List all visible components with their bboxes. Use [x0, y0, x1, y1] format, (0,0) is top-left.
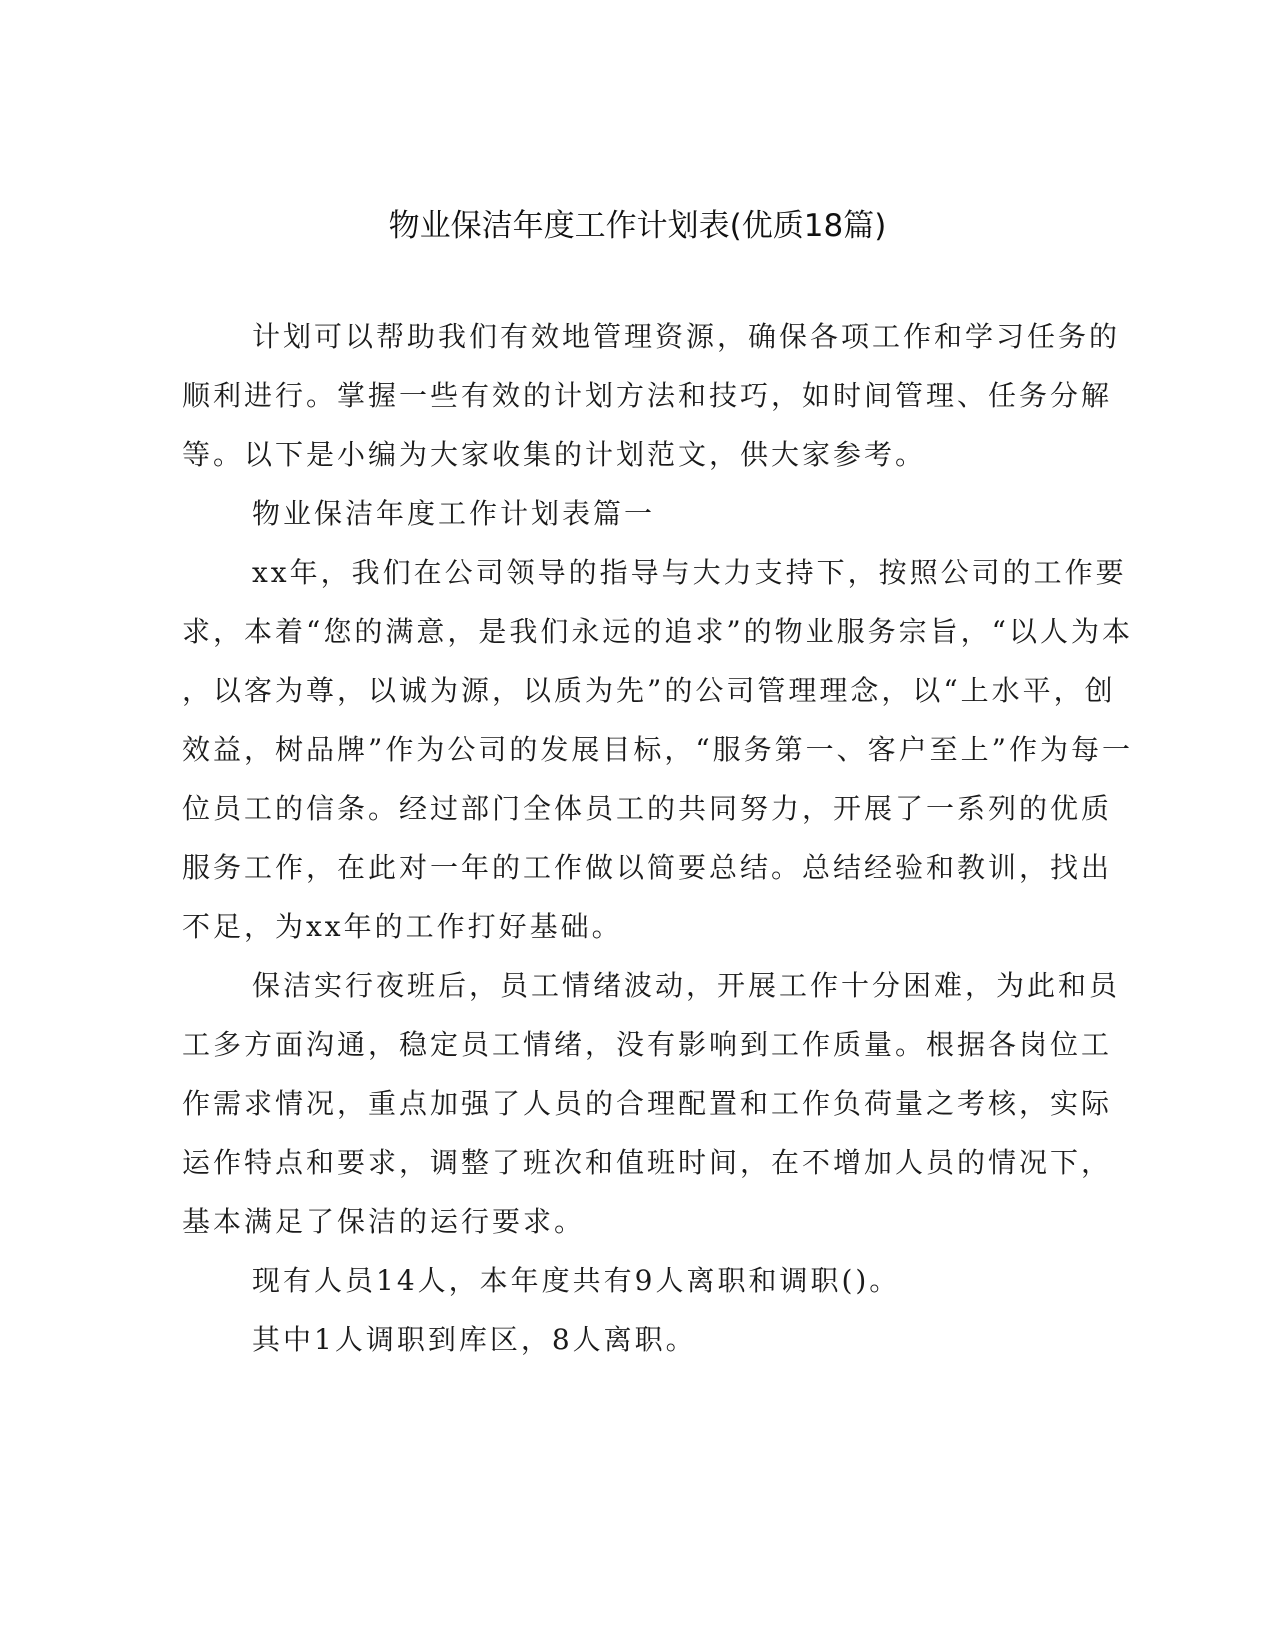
paragraph-line: 其中1人调职到库区，8人离职。: [252, 1323, 697, 1356]
document-body: [182, 307, 1133, 1369]
paragraph-line: 不足，为xx年的工作打好基础。: [182, 910, 623, 943]
paragraph-line: 基本满足了保洁的运行要求。: [182, 1205, 586, 1238]
paragraph-line: xx年，我们在公司领导的指导与大力支持下，按照公司的工作要: [252, 556, 1127, 589]
paragraph-line: 工多方面沟通，稳定员工情绪，没有影响到工作质量。根据各岗位工: [182, 1028, 1113, 1061]
paragraph-line: 现有人员14人，本年度共有9人离职和调职()。: [252, 1264, 901, 1297]
paragraph-line: 效益，树品牌”作为公司的发展目标，“服务第一、客户至上”作为每一: [182, 733, 1133, 766]
paragraph-line: 服务工作，在此对一年的工作做以简要总结。总结经验和教训，找出: [182, 851, 1113, 884]
paragraph-line: 作需求情况，重点加强了人员的合理配置和工作负荷量之考核，实际: [182, 1087, 1113, 1120]
document-title: 物业保洁年度工作计划表(优质18篇): [388, 208, 887, 244]
paragraph-line: 运作特点和要求，调整了班次和值班时间，在不增加人员的情况下，: [182, 1146, 1113, 1179]
paragraph-line: 保洁实行夜班后，员工情绪波动，开展工作十分困难，为此和员: [252, 969, 1121, 1002]
section-heading: 物业保洁年度工作计划表篇一: [252, 497, 656, 530]
paragraph-line: 位员工的信条。经过部门全体员工的共同努力，开展了一系列的优质: [182, 792, 1113, 825]
paragraph-line: 计划可以帮助我们有效地管理资源，确保各项工作和学习任务的: [252, 320, 1121, 353]
paragraph-line: 求，本着“您的满意，是我们永远的追求”的物业服务宗旨，“以人为本: [182, 615, 1133, 648]
paragraph-line: 顺利进行。掌握一些有效的计划方法和技巧，如时间管理、任务分解: [182, 379, 1113, 412]
paragraph-line: 等。以下是小编为大家收集的计划范文，供大家参考。: [182, 438, 927, 471]
paragraph-line: ，以客为尊，以诚为源，以质为先”的公司管理理念，以“上水平，创: [182, 674, 1116, 707]
